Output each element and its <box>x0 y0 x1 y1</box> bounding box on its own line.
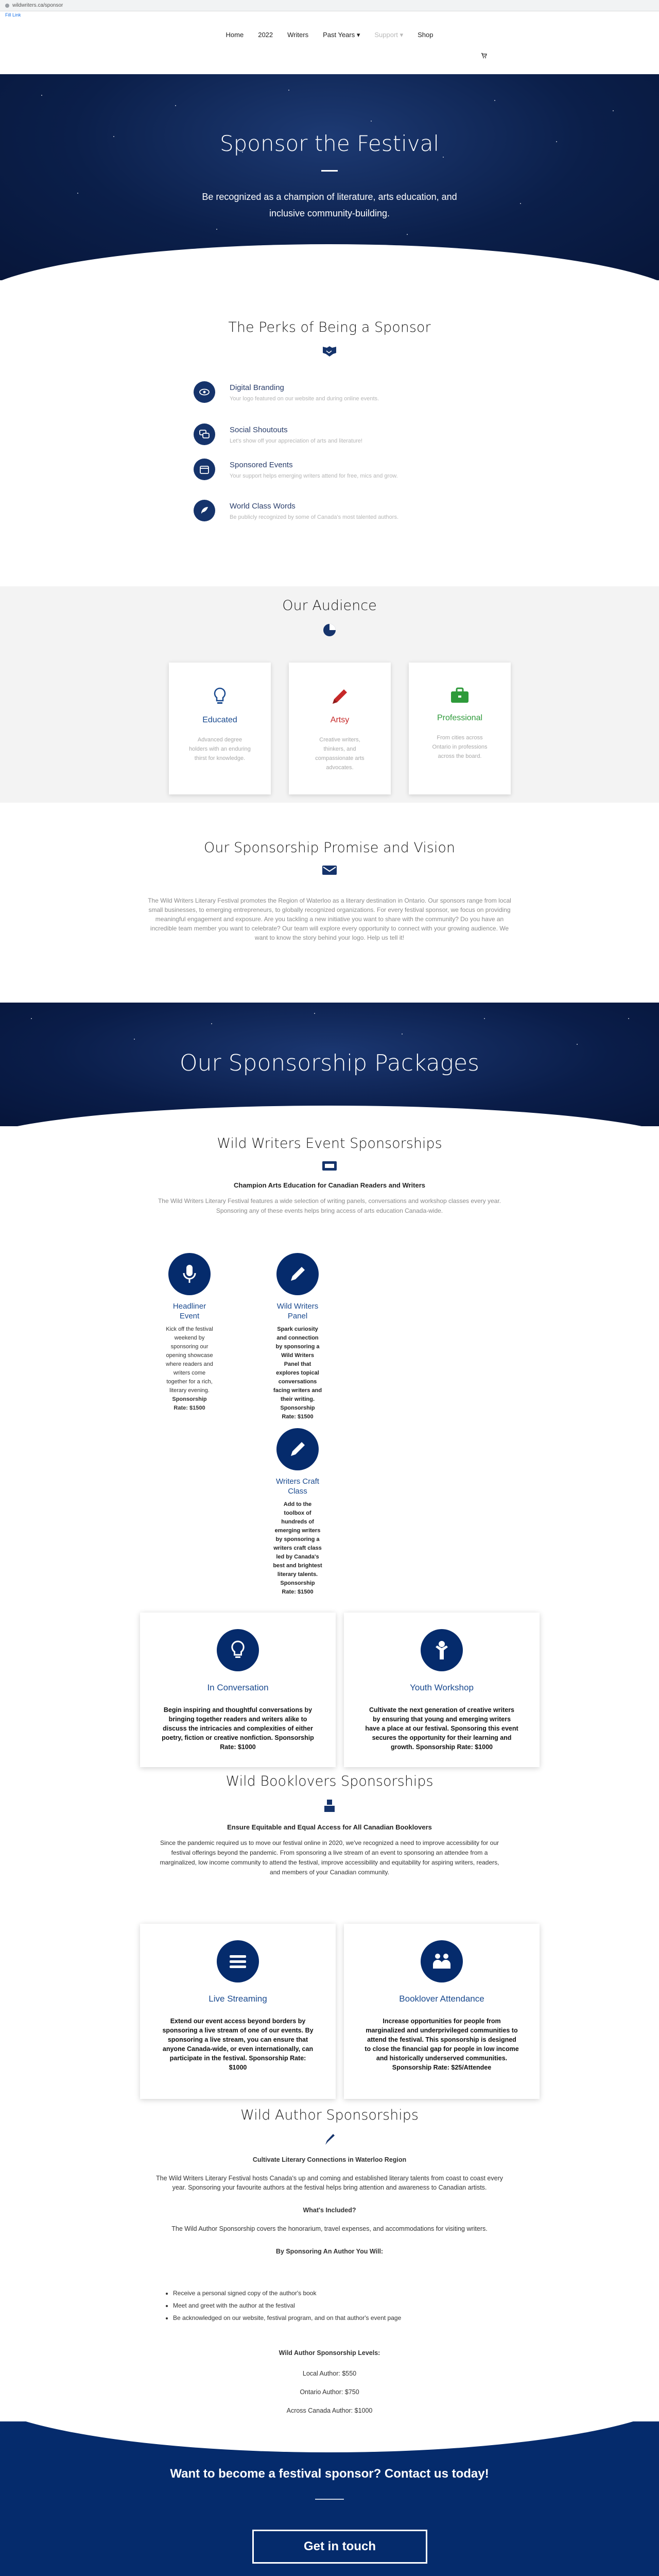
level-local: Local Author: $550 <box>302 2370 357 2377</box>
perk-sponsored-events <box>194 459 482 489</box>
author-subtitle: Cultivate Literary Connections in Waterloo Region <box>252 2156 407 2163</box>
sponsorship-panel <box>273 1253 322 1421</box>
card-rate: Sponsorship Rate: $25/Attendee <box>392 2064 492 2071</box>
audience-card-educated <box>169 663 271 794</box>
nav-support[interactable]: Support ▾ <box>374 31 404 39</box>
author-title: Wild Author Sponsorships <box>240 2107 419 2123</box>
hero-subtitle: Be recognized as a champion of literature, arts education, and inclusive community-building. <box>202 192 457 218</box>
sponsorship-rate: Sponsorship Rate: $1500 <box>280 1580 315 1595</box>
audience-card-title: Educated <box>202 716 237 724</box>
card-desc: Begin inspiring and thoughtful conversations by bringing together readers and writers alike to discuss the intricacies and complexities of either poetry, fiction or creative nonfiction. Sponsorship Rate: $1000 <box>162 1706 314 1751</box>
cta-title: Want to become a festival sponsor? Contact us today! <box>170 2467 489 2481</box>
card-rate: Sponsorship Rate: $1000 <box>415 1743 493 1751</box>
card-title: Booklover Attendance <box>399 1994 484 2004</box>
browser-url[interactable]: wildwriters.ca/sponsor <box>12 3 63 8</box>
sponsorship-title: Headliner Event <box>172 1302 206 1320</box>
cart-icon[interactable] <box>481 53 487 59</box>
sponsorship-headliner <box>165 1253 214 1413</box>
author-sponsorships <box>0 2107 659 2414</box>
sponsorship-title: Writers Craft Class <box>276 1477 319 1496</box>
included-heading: What's Included? <box>303 2207 356 2214</box>
bookmark-bar <box>0 11 659 19</box>
cta-divider <box>315 2499 344 2500</box>
perk-desc: Let's show off your appreciation of arts and literature! <box>230 438 363 444</box>
chevron-down-icon: ▾ <box>356 31 360 39</box>
sponsorship-craft-class <box>273 1428 322 1597</box>
chat-bubbles-icon <box>194 423 215 445</box>
lightbulb-icon <box>213 687 227 706</box>
will-heading: By Sponsoring An Author You Will: <box>275 2248 384 2255</box>
microphone-icon <box>168 1253 211 1295</box>
pen-icon <box>276 1253 319 1295</box>
perk-desc: Be publicly recognized by some of Canada's most talented authors. <box>230 514 399 520</box>
sponsorship-desc: Kick off the festival weekend by sponsoring our opening showcase where readers and writers come together for a rich, literary evening. Sponsorship Rate: $1500 <box>166 1326 213 1411</box>
card-rate: Sponsorship Rate: $1000 <box>220 1734 314 1751</box>
page-title: Sponsor the Festival <box>219 131 440 156</box>
audience-card-desc: Advanced degree holders with an enduring thirst for knowledge. <box>189 737 251 761</box>
audience-card-desc: Creative writers, thinkers, and compassionate arts advocates. <box>315 737 365 771</box>
card-title: In Conversation <box>207 1683 269 1692</box>
people-icon <box>421 1940 463 1982</box>
packages-title: Our Sponsorship Packages <box>180 1050 479 1076</box>
ticket-icon <box>322 1161 337 1171</box>
author-benefits-list <box>173 2290 533 2327</box>
author-text: The Wild Writers Literary Festival hosts Canada's up and coming and established literary talents from coast to coast every year. Sponsoring your favourite authors at the festival helps bring attention and awareness to Canadian artists. <box>156 2175 503 2191</box>
pencil-icon <box>331 687 349 706</box>
nav-writers[interactable]: Writers <box>287 31 309 39</box>
booklovers-subtitle: Ensure Equitable and Equal Access for All Canadian Booklovers <box>227 1823 432 1831</box>
hamburger-icon <box>217 1940 259 1982</box>
card-youth-workshop <box>344 1613 540 1767</box>
card-live-streaming <box>140 1924 336 2099</box>
perk-title: Digital Branding <box>230 383 284 392</box>
perk-world-class-words <box>194 500 482 531</box>
perk-title: Sponsored Events <box>230 461 293 469</box>
perk-social-shoutouts <box>194 423 482 454</box>
envelope-icon <box>322 865 337 875</box>
card-desc: Extend our event access beyond borders by sponsoring a live stream of one of our events. By sponsoring a live stream, you can ensure that anyone Canada-wide, or even internationally, can participate in the festival. Sponsorship Rate: $1000 <box>162 2018 314 2071</box>
lightbulb-icon <box>217 1629 259 1671</box>
nav-shop[interactable]: Shop <box>418 31 433 39</box>
card-title: Live Streaming <box>209 1994 267 2004</box>
audience-section <box>0 586 659 803</box>
sponsorship-rate: Sponsorship Rate: $1500 <box>280 1405 315 1420</box>
level-ontario: Ontario Author: $750 <box>300 2388 359 2396</box>
perks-section <box>0 319 659 520</box>
audience-card-title: Artsy <box>330 716 350 724</box>
sponsorship-desc: Spark curiosity and connection by sponsoring a Wild Writers Panel that explores topical conversations facing writers and their writing. Sponsorship Rate: $1500 <box>273 1326 322 1420</box>
card-title: Youth Workshop <box>410 1683 474 1692</box>
feather-icon <box>194 500 215 521</box>
chevron-down-icon: ▾ <box>400 31 404 39</box>
pie-chart-icon <box>322 623 337 637</box>
hero <box>0 74 659 280</box>
perk-digital-branding <box>194 381 482 412</box>
perk-title: Social Shoutouts <box>230 426 288 434</box>
main-nav <box>0 31 659 39</box>
level-canada: Across Canada Author: $1000 <box>286 2407 373 2414</box>
audience-card-professional <box>409 663 511 794</box>
card-in-conversation <box>140 1613 336 1767</box>
browser-address-bar[interactable] <box>0 0 659 11</box>
event-subtitle: Champion Arts Education for Canadian Readers and Writers <box>233 1181 425 1189</box>
list-item: • Be acknowledged on our website, festival program, and on that author's event page <box>173 2314 533 2321</box>
event-sponsorships <box>0 1136 659 1751</box>
cta-curve <box>0 2421 659 2452</box>
perk-desc: Your support helps emerging writers attend for free, mics and grow. <box>230 473 398 479</box>
promise-text: The Wild Writers Literary Festival promotes the Region of Waterloo as a literary destination in Ontario. Our sponsors range from local small businesses, to emerging entrepreneurs, to globally recognized organizations. For every festival sponsor, we focus on providing meaningful engagement and exposure. Are you tackling a new initiative you want to share with the community? Do you have an incredible team member you want to celebrate? Our team will explore every opportunity to connect with your growing audience. We want to know the story behind your logo. Help us tell it! <box>148 897 511 941</box>
perk-desc: Your logo featured on our website and during online events. <box>230 396 379 402</box>
nav-past-years[interactable]: Past Years ▾ <box>323 31 360 39</box>
booklovers-title: Wild Booklovers Sponsorships <box>226 1773 433 1789</box>
site-header <box>0 19 659 74</box>
child-icon <box>421 1629 463 1671</box>
sponsorship-desc: Add to the toolbox of hundreds of emerging writers by sponsoring a writers craft class led by Canada's best and brightest literary talents. Sponsorship Rate: $1500 <box>273 1501 322 1595</box>
bookmark-link[interactable]: Fill Link <box>5 12 21 18</box>
pen-icon <box>276 1428 319 1470</box>
eye-icon <box>194 381 215 403</box>
site-info-icon[interactable] <box>5 4 9 8</box>
card-desc: Cultivate the next generation of creative writers by ensuring that young and emerging writers have a place at our festival. Sponsoring this event secures the opportunity for their learning and growth. Sponsorship Rate: $1000 <box>365 1706 518 1751</box>
get-in-touch-button[interactable]: Get in touch <box>252 2530 427 2564</box>
handshake-icon <box>322 345 337 357</box>
card-desc: Increase opportunities for people from marginalized and underprivileged communities to attend the festival. This sponsorship is designed to close the financial gap for people in low income and historically underserved communities. Sponsorship Rate: $25/Attendee <box>365 2018 519 2071</box>
sponsorship-rate: Sponsorship Rate: $1500 <box>172 1396 207 1411</box>
event-title: Wild Writers Event Sponsorships <box>217 1136 442 1151</box>
event-text: The Wild Writers Literary Festival features a wide selection of writing panels, conversations and workshop classes every year. Sponsoring any of these events helps bring access of arts education Canada-wide. <box>158 1197 501 1214</box>
perk-title: World Class Words <box>230 502 296 511</box>
audience-card-title: Professional <box>437 714 483 722</box>
nav-2022[interactable]: 2022 <box>258 31 273 39</box>
card-rate: Sponsorship Rate: $1000 <box>229 2055 306 2071</box>
levels-heading: Wild Author Sponsorship Levels: <box>279 2349 380 2357</box>
audience-card-artsy <box>289 663 391 794</box>
list-item: • Receive a personal signed copy of the author's book <box>173 2290 533 2297</box>
booklovers-sponsorships <box>0 1773 659 2071</box>
included-text: The Wild Author Sponsorship covers the honorarium, travel expenses, and accommodations for visiting writers. <box>171 2225 488 2232</box>
perks-title: The Perks of Being a Sponsor <box>228 319 431 335</box>
nav-home[interactable]: Home <box>226 31 244 39</box>
title-divider <box>321 170 338 172</box>
packages-banner <box>0 1003 659 1126</box>
promise-section <box>0 840 659 942</box>
card-booklover-attendance <box>344 1924 540 2099</box>
fountain-pen-icon <box>324 2132 335 2146</box>
list-item: • Meet and greet with the author at the festival <box>173 2302 533 2309</box>
promise-title: Our Sponsorship Promise and Vision <box>204 840 455 856</box>
sponsorship-title: Wild Writers Panel <box>276 1302 319 1320</box>
book-stack-icon <box>324 1799 335 1813</box>
briefcase-icon <box>450 687 470 704</box>
calendar-icon <box>194 459 215 480</box>
audience-card-desc: From cities across Ontario in professions across the board. <box>432 735 488 759</box>
audience-title: Our Audience <box>282 598 377 614</box>
contact-cta <box>0 2421 659 2576</box>
booklovers-text: Since the pandemic required us to move our festival online in 2020, we've recognized a need to improve accessibility for our festival offerings beyond the pandemic. From sponsoring a live stream of an event to sponsoring an attendee from a marginalized, low income community to attend the festival, improve accessibility and equitability for aspiring writers, readers, and members of your Canadian community. <box>160 1839 499 1876</box>
